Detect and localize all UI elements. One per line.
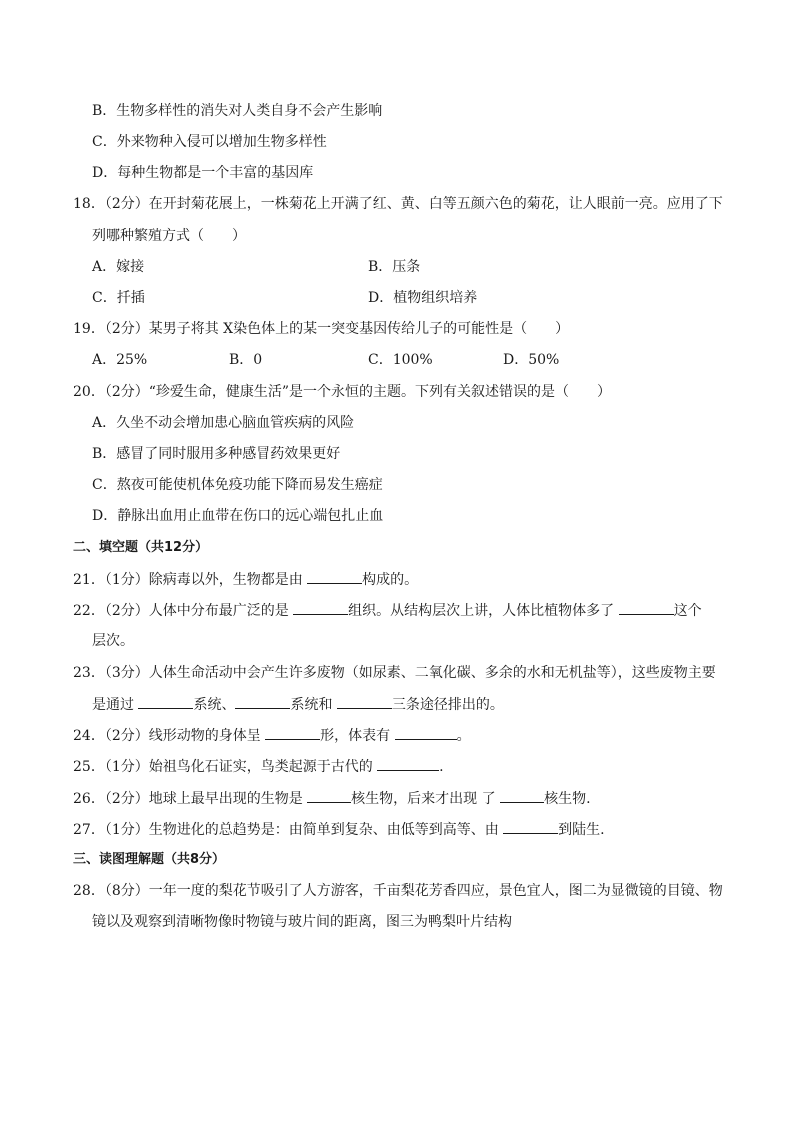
q21-blank[interactable] <box>307 569 362 584</box>
q22-blank-2[interactable] <box>619 600 674 615</box>
q22-line2: 层次。 <box>92 633 134 649</box>
q25-blank[interactable] <box>377 756 439 771</box>
q18-option-d: D．植物组织培养 <box>368 290 478 306</box>
q23-blank-3[interactable] <box>337 694 392 709</box>
q20-option-d: D．静脉出血用止血带在伤口的远心端包扎止血 <box>92 508 384 524</box>
q18-option-c: C．扦插 <box>92 290 145 306</box>
q23-line2: 是通过 系统、 系统和 三条途径排出的。 <box>92 694 504 715</box>
q26-blank-2[interactable] <box>500 788 544 803</box>
q19-stem: 19．（2分）某男子将其 X染色体上的某一突变基因传给儿子的可能性是（ ） <box>73 321 570 337</box>
q26-blank-1[interactable] <box>307 788 351 803</box>
q22-line1: 22．（2分）人体中分布最广泛的是 组织。从结构层次上讲，人体比植物体多了 这个 <box>73 600 702 621</box>
q20-option-c: C．熬夜可能使机体免疫功能下降而易发生癌症 <box>92 477 383 493</box>
q20-option-b: B．感冒了同时服用多种感冒药效果更好 <box>92 446 341 462</box>
q18-option-a: A．嫁接 <box>92 259 145 275</box>
q19-option-a: A．25% <box>92 352 148 368</box>
q18-stem-line1: 18．（2分）在开封菊花展上，一株菊花上开满了红、黄、白等五颜六色的菊花，让人眼前一亮。应用了下 <box>73 196 723 212</box>
section-reading-title: 三、读图理解题（共8分） <box>73 852 226 867</box>
q27-blank[interactable] <box>503 819 558 834</box>
q23-blank-1[interactable] <box>138 694 193 709</box>
section-fill-in-title: 二、填空题（共12分） <box>73 540 209 555</box>
q17-option-c: C．外来物种入侵可以增加生物多样性 <box>92 134 327 150</box>
q20-stem: 20．（2分）“珍爱生命，健康生活”是一个永恒的主题。下列有关叙述错误的是（ ） <box>73 384 612 400</box>
q28-stem-line2: 镜以及观察到清晰物像时物镜与玻片间的距离，图三为鸭梨叶片结构 <box>92 914 512 930</box>
q17-option-b: B．生物多样性的消失对人类自身不会产生影响 <box>92 103 383 119</box>
q23-blank-2[interactable] <box>235 694 290 709</box>
q25: 25．（1分）始祖鸟化石证实，鸟类起源于古代的 . <box>73 756 444 777</box>
q21: 21．（1分）除病毒以外，生物都是由 构成的。 <box>73 569 418 590</box>
q23-line1: 23．（3分）人体生命活动中会产生许多废物（如尿素、二氧化碳、多余的水和无机盐等），这些废物主要 <box>73 665 716 681</box>
q24: 24．（2分）线形动物的身体呈 形，体表有 。 <box>73 725 471 746</box>
q24-blank-1[interactable] <box>265 725 320 740</box>
q26: 26．（2分）地球上最早出现的生物是 核生物，后来才出现 了 核生物. <box>73 788 591 809</box>
q18-option-b: B．压条 <box>368 259 421 275</box>
q24-blank-2[interactable] <box>395 725 457 740</box>
q20-option-a: A．久坐不动会增加患心脑血管疾病的风险 <box>92 415 355 431</box>
q28-stem-line1: 28．（8分）一年一度的梨花节吸引了人方游客，千亩梨花芳香四应，景色宜人，图二为显微镜的目镜、物 <box>73 883 723 899</box>
q27: 27．（1分）生物进化的总趋势是：由简单到复杂、由低等到高等、由 到陆生. <box>73 819 605 840</box>
q17-option-d: D．每种生物都是一个丰富的基因库 <box>92 165 314 181</box>
q22-blank-1[interactable] <box>293 600 348 615</box>
q19-option-c: C．100% <box>368 352 433 368</box>
q19-option-b: B．0 <box>229 352 263 368</box>
q19-option-d: D．50% <box>503 352 560 368</box>
q18-stem-line2: 列哪种繁殖方式（ ） <box>92 228 246 244</box>
